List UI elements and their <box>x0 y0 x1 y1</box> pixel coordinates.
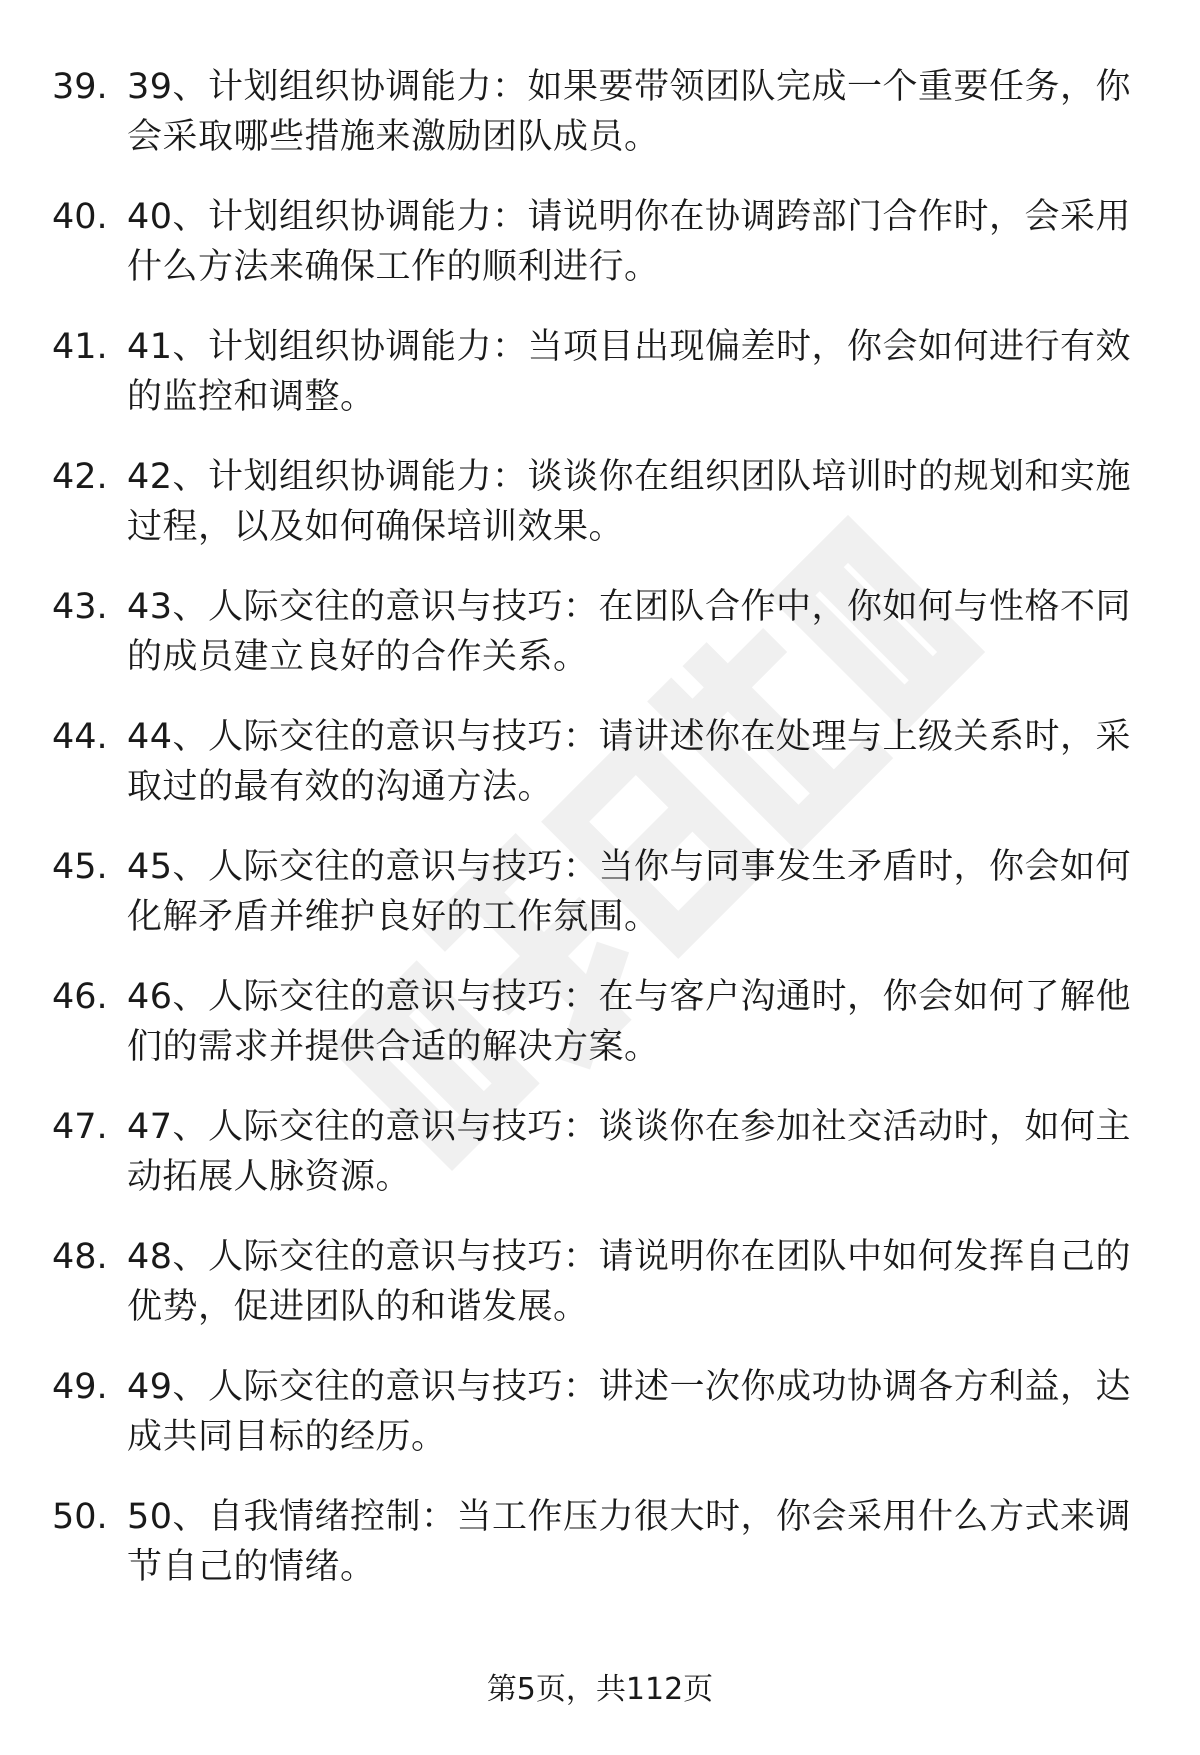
list-item <box>0 62 1200 192</box>
list-item <box>0 192 1200 322</box>
question-text: 41、计划组织协调能力：当项目出现偏差时，你会如何进行有效的监控和调整。 <box>127 327 1132 417</box>
question-number: 46. <box>52 977 108 1017</box>
list-item <box>0 972 1200 1102</box>
list-item <box>0 452 1200 582</box>
list-item <box>0 1362 1200 1492</box>
question-number: 47. <box>52 1107 108 1147</box>
question-text: 48、人际交往的意识与技巧：请说明你在团队中如何发挥自己的优势，促进团队的和谐发展。 <box>127 1237 1132 1327</box>
question-text: 49、人际交往的意识与技巧：讲述一次你成功协调各方利益，达成共同目标的经历。 <box>127 1367 1132 1457</box>
list-item <box>0 1492 1200 1622</box>
question-number: 39. <box>52 67 108 107</box>
question-text: 50、自我情绪控制：当工作压力很大时，你会采用什么方式来调节自己的情绪。 <box>127 1497 1132 1587</box>
list-item <box>0 322 1200 452</box>
question-number: 48. <box>52 1237 108 1277</box>
question-text: 44、人际交往的意识与技巧：请讲述你在处理与上级关系时，采取过的最有效的沟通方法。 <box>127 717 1132 807</box>
page-footer: 第5页，共112页 <box>486 1672 714 1707</box>
list-item <box>0 842 1200 972</box>
question-text: 47、人际交往的意识与技巧：谈谈你在参加社交活动时，如何主动拓展人脉资源。 <box>127 1107 1132 1197</box>
question-text: 43、人际交往的意识与技巧：在团队合作中，你如何与性格不同的成员建立良好的合作关系。 <box>127 587 1132 677</box>
question-text: 40、计划组织协调能力：请说明你在协调跨部门合作时，会采用什么方法来确保工作的顺利进行。 <box>127 197 1132 287</box>
question-number: 41. <box>52 327 108 367</box>
list-item <box>0 712 1200 842</box>
question-number: 43. <box>52 587 108 627</box>
question-number: 42. <box>52 457 108 497</box>
question-number: 40. <box>52 197 108 237</box>
question-text: 45、人际交往的意识与技巧：当你与同事发生矛盾时，你会如何化解矛盾并维护良好的工作氛围。 <box>127 847 1132 937</box>
question-number: 49. <box>52 1367 108 1407</box>
question-text: 46、人际交往的意识与技巧：在与客户沟通时，你会如何了解他们的需求并提供合适的解决方案。 <box>127 977 1132 1067</box>
list-item <box>0 1102 1200 1232</box>
question-number: 45. <box>52 847 108 887</box>
question-number: 50. <box>52 1497 108 1537</box>
list-item <box>0 582 1200 712</box>
question-text: 42、计划组织协调能力：谈谈你在组织团队培训时的规划和实施过程，以及如何确保培训效果。 <box>127 457 1132 547</box>
list-item <box>0 1232 1200 1362</box>
question-list <box>0 62 1200 1622</box>
question-text: 39、计划组织协调能力：如果要带领团队完成一个重要任务，你会采取哪些措施来激励团队成员。 <box>127 67 1132 157</box>
question-number: 44. <box>52 717 108 757</box>
